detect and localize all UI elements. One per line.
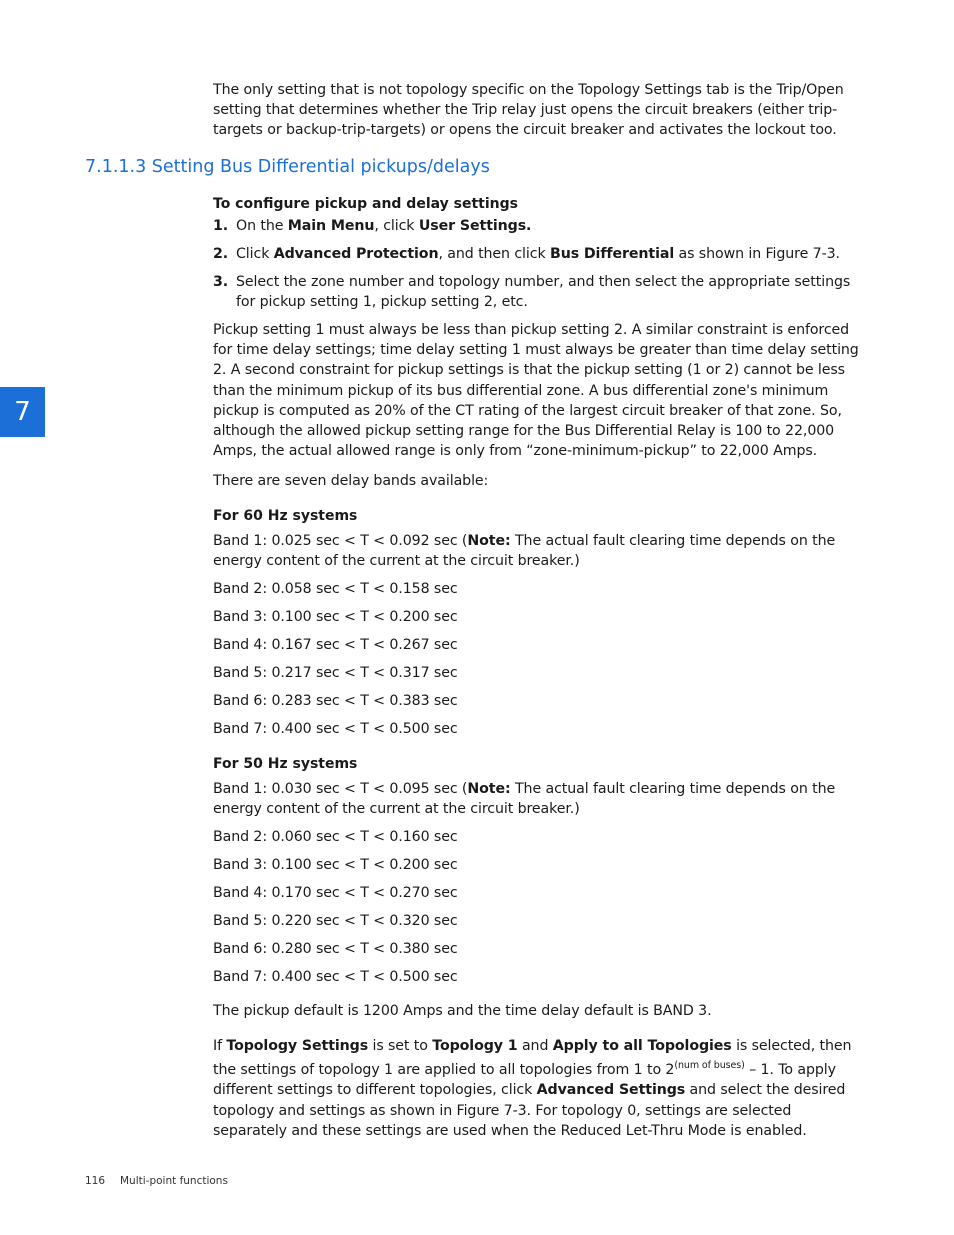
section-heading: 7.1.1.3 Setting Bus Differential pickups/delays <box>85 157 490 177</box>
note-text: The actual fault clearing time depends on the energy content of the current at the circuit breaker.) <box>213 781 836 818</box>
60hz-band-5: Band 5: 0.217 sec < T < 0.317 sec <box>213 665 458 681</box>
step-text: , and then click <box>438 246 550 262</box>
50hz-band-6: Band 6: 0.280 sec < T < 0.380 sec <box>213 941 458 957</box>
para-text: is selected, then the settings of topology 1 are applied to all topologies from 1 to 2 <box>213 1038 852 1079</box>
50hz-subheading: For 50 Hz systems <box>213 756 358 772</box>
step-text: Click <box>236 246 274 262</box>
step-number: 1. <box>213 218 229 234</box>
para-text: If <box>213 1038 227 1054</box>
footer-section-name: Multi-point functions <box>120 1175 228 1187</box>
60hz-subheading: For 60 Hz systems <box>213 508 358 524</box>
step-number: 2. <box>213 246 229 262</box>
60hz-band-2: Band 2: 0.058 sec < T < 0.158 sec <box>213 581 458 597</box>
note-text: The actual fault clearing time depends on the energy content of the current at the circuit breaker.) <box>213 533 836 570</box>
para-text: – 1. To apply different settings to different topologies, click <box>213 1062 836 1099</box>
band-text: Band 1: 0.030 sec < T < 0.095 sec ( <box>213 781 468 797</box>
para-text: and select the desired topology and settings as shown in Figure 7-3. For topology 0, settings are selected separately and these settings are used when the Reduced Let-Thru Mode is enabled. <box>213 1082 846 1139</box>
60hz-band-1 <box>213 531 868 571</box>
intro-paragraph: The only setting that is not topology specific on the Topology Settings tab is the Trip/Open setting that determines whether the Trip relay just opens the circuit breakers (either trip-targets or backup-trip-targets) or opens the circuit breaker and activates the lockout too. <box>213 82 844 139</box>
para-text: and <box>517 1038 553 1054</box>
defaults-paragraph: The pickup default is 1200 Amps and the time delay default is BAND 3. <box>213 1003 712 1019</box>
para-bold: Topology Settings <box>226 1038 369 1054</box>
step-bold: Bus Differential <box>549 246 675 262</box>
delay-bands-intro: There are seven delay bands available: <box>213 473 489 489</box>
step-text: as shown in Figure 7-3. <box>674 246 840 262</box>
step-bold: Main Menu <box>287 218 375 234</box>
para-bold: Advanced Settings <box>536 1082 686 1099</box>
step-3 <box>213 272 868 312</box>
para-bold: Topology 1 <box>432 1038 518 1054</box>
60hz-band-6: Band 6: 0.283 sec < T < 0.383 sec <box>213 693 458 709</box>
50hz-band-2: Band 2: 0.060 sec < T < 0.160 sec <box>213 829 458 845</box>
step-number: 3. <box>213 274 229 290</box>
note-label: Note: <box>467 533 511 549</box>
50hz-band-4: Band 4: 0.170 sec < T < 0.270 sec <box>213 885 458 901</box>
topology-paragraph <box>213 1036 868 1141</box>
step-bold: User Settings. <box>418 218 532 234</box>
50hz-band-7: Band 7: 0.400 sec < T < 0.500 sec <box>213 969 458 985</box>
superscript-exponent: (num of buses) <box>674 1060 745 1072</box>
step-text: , click <box>374 218 419 234</box>
note-label: Note: <box>467 781 511 797</box>
para-text: is set to <box>368 1038 433 1054</box>
60hz-band-4: Band 4: 0.167 sec < T < 0.267 sec <box>213 637 458 653</box>
step-text: Select the zone number and topology number, and then select the appropriate settings for pickup setting 1, pickup setting 2, etc. <box>236 274 851 311</box>
50hz-band-1 <box>213 779 868 819</box>
step-2 <box>213 244 868 264</box>
chapter-tab: 7 <box>0 387 45 437</box>
60hz-band-7: Band 7: 0.400 sec < T < 0.500 sec <box>213 721 458 737</box>
50hz-band-3: Band 3: 0.100 sec < T < 0.200 sec <box>213 857 458 873</box>
step-bold: Advanced Protection <box>273 246 439 262</box>
para-bold: Apply to all Topologies <box>552 1038 732 1054</box>
procedure-title: To configure pickup and delay settings <box>213 196 518 212</box>
footer-page-number: 116 <box>85 1175 106 1187</box>
step-text: On the <box>236 218 288 234</box>
60hz-band-3: Band 3: 0.100 sec < T < 0.200 sec <box>213 609 458 625</box>
pickup-constraints-paragraph: Pickup setting 1 must always be less than pickup setting 2. A similar constraint is enforced for time delay settings; time delay setting 1 must always be greater than time delay setting 2. A second constraint for pickup settings is that the pickup setting (1 or 2) cannot be less than the minimum pickup of its bus differential zone. A bus differential zone's minimum pickup is computed as 20% of the CT rating of the largest circuit breaker of that zone. So, although the allowed pickup setting range for the Bus Differential Relay is 100 to 22,000 Amps, the actual allowed range is only from “zone-minimum-pickup” to 22,000 Amps. <box>213 322 859 460</box>
step-1 <box>213 216 868 236</box>
band-text: Band 1: 0.025 sec < T < 0.092 sec ( <box>213 533 468 549</box>
50hz-band-5: Band 5: 0.220 sec < T < 0.320 sec <box>213 913 458 929</box>
